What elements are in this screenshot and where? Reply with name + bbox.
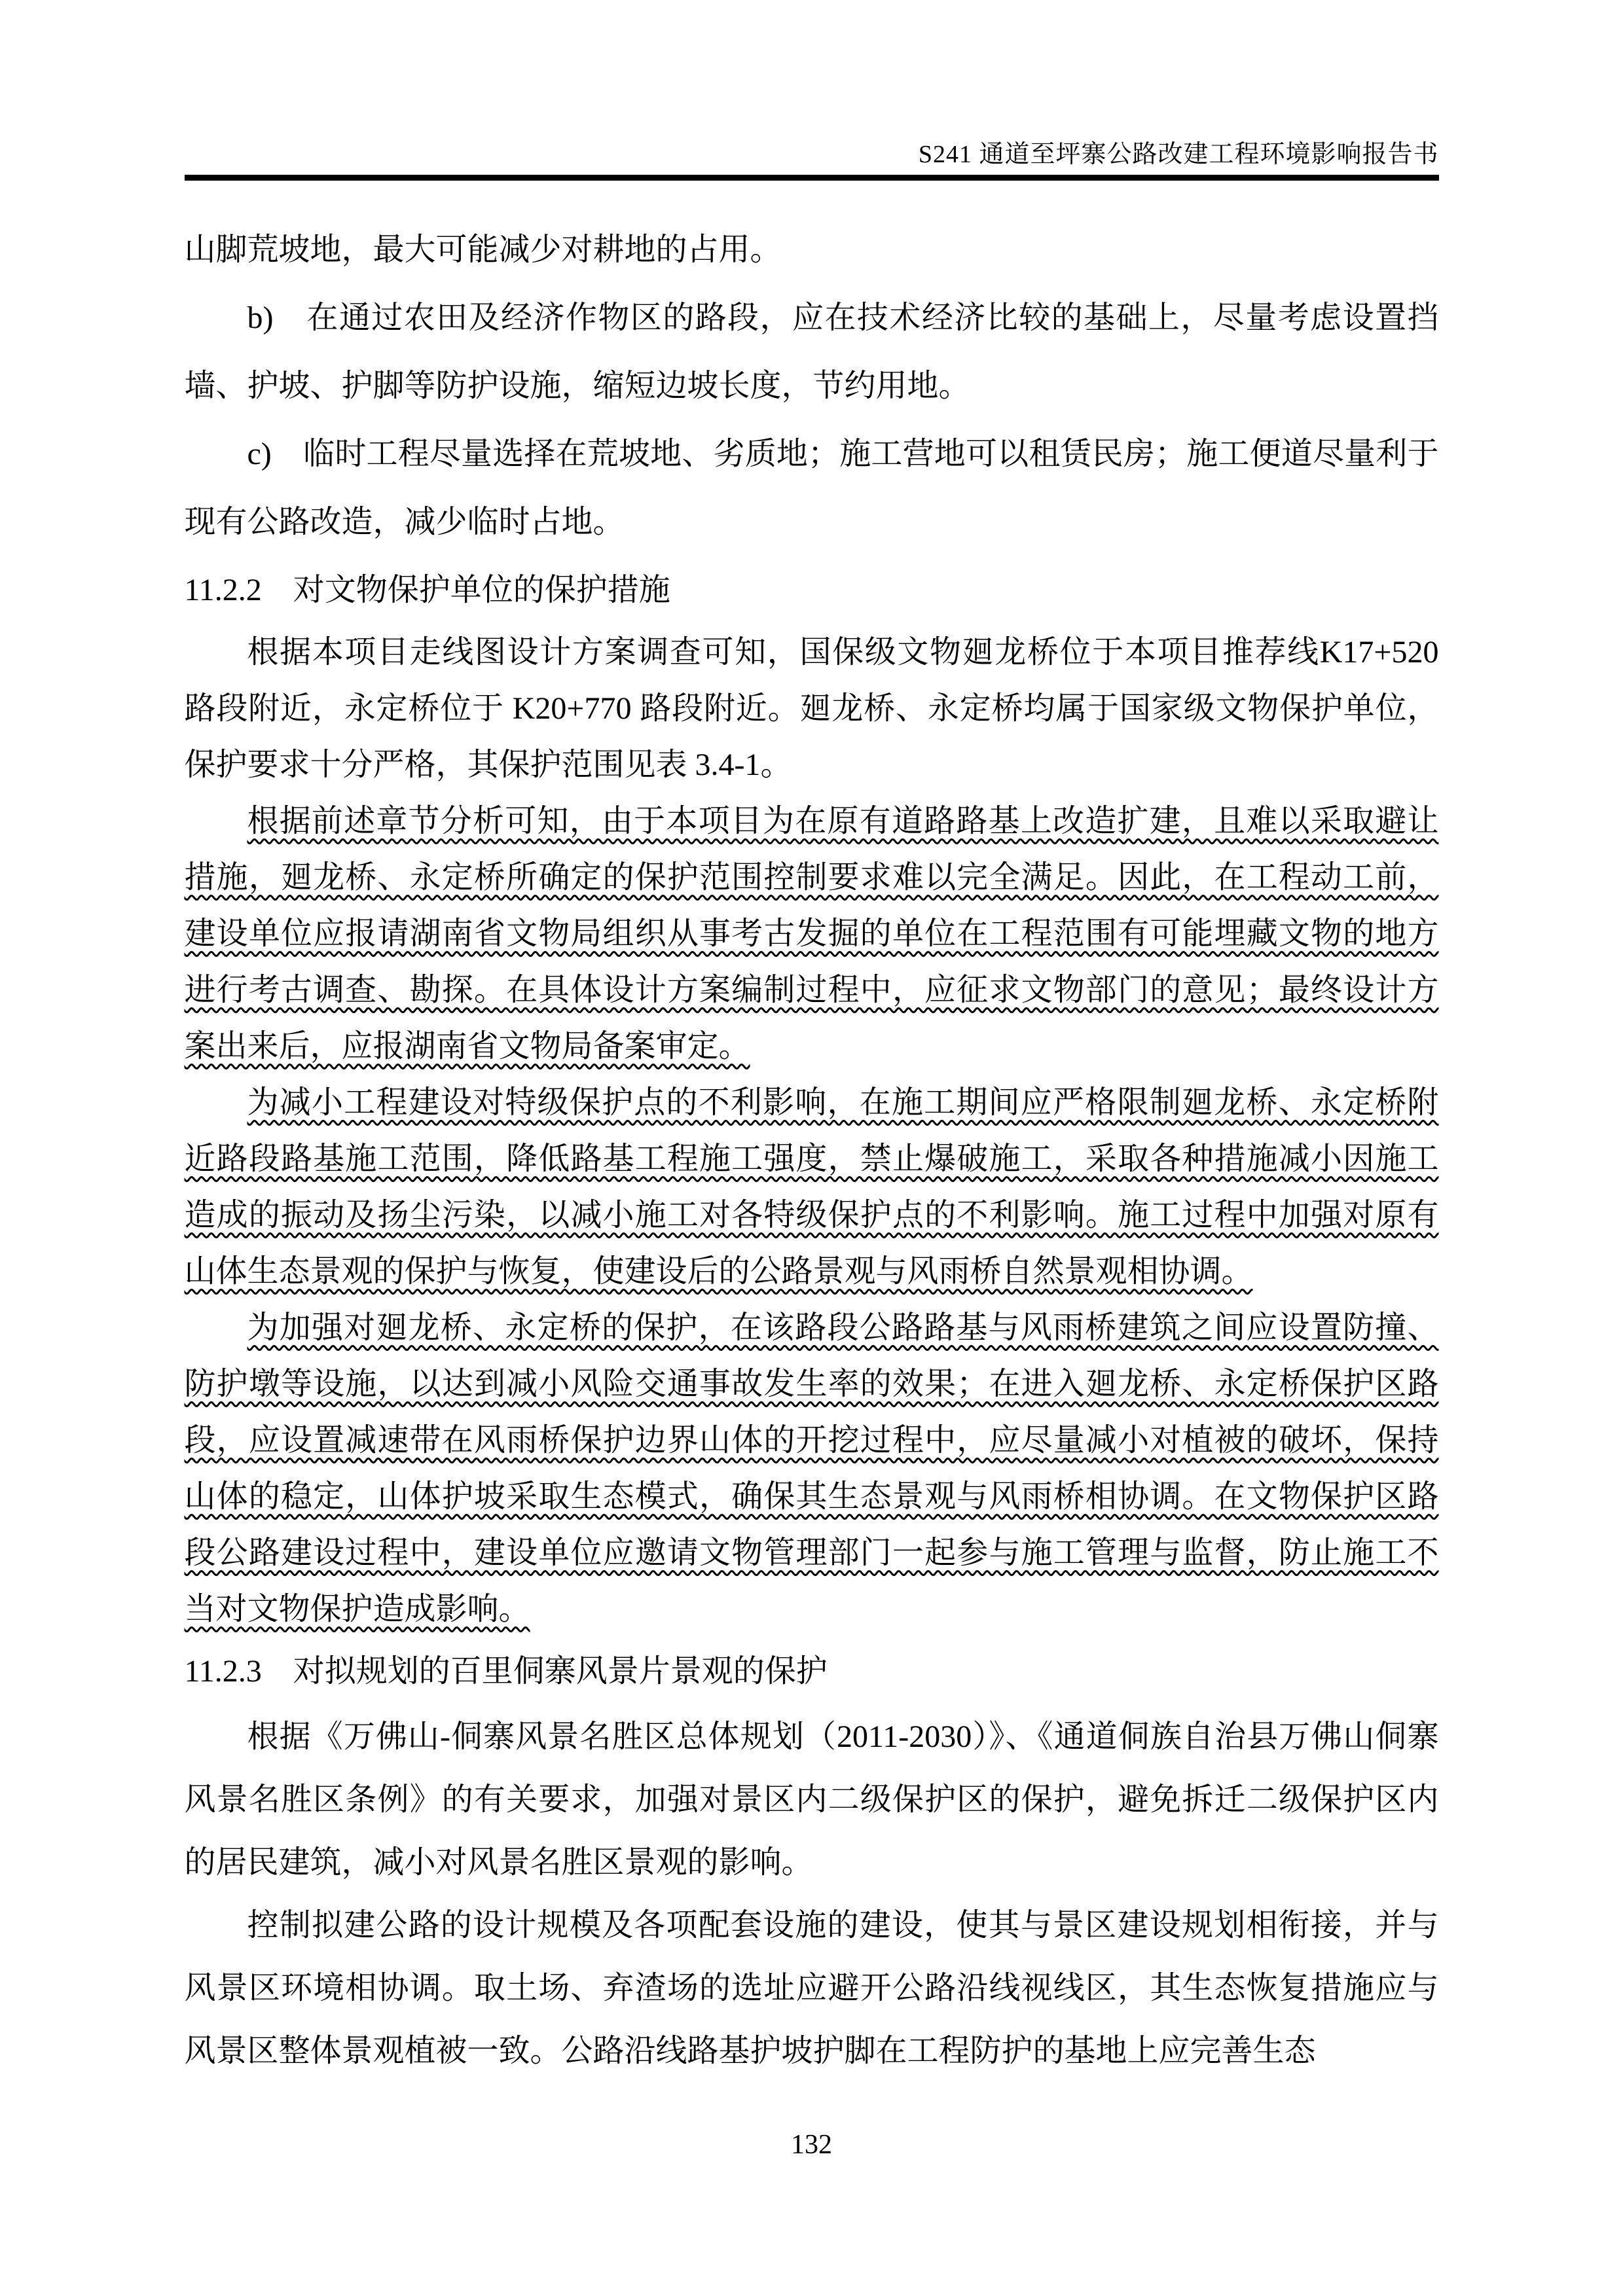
paragraph-continuation: 山脚荒坡地，最大可能减少对耕地的占用。: [184, 232, 782, 267]
section-heading-11-2-3: 11.2.3 对拟规划的百里侗寨风景片景观的保护: [184, 1654, 828, 1689]
paragraph-wavy-underlined: 为加强对廻龙桥、永定桥的保护，在该路段公路路基与风雨桥建筑之间应设置防撞、防护墩等设施，以达到减小风险交通事故发生率的效果；在进入廻龙桥、永定桥保护区路段，应设置减速带在风雨桥保护边界山体的开挖过程中，应尽量减小对植被的破坏，保持山体的稳定，山体护坡采取生态模式，确保其生态景观与风雨桥相协调。在文物保护区路段公路建设过程中，建设单位应邀请文物管理部门一起参与施工管理与监督，防止施工不当对文物保护造成影响。: [184, 1310, 1439, 1626]
paragraph: 控制拟建公路的设计规模及各项配套设施的建设，使其与景区建设规划相衔接，并与风景区环境相协调。取土场、弃渣场的选址应避开公路沿线视线区，其生态恢复措施应与风景区整体景观植被一致。公路沿线路基护坡护脚在工程防护的基地上应完善生态: [184, 1908, 1439, 2068]
paragraph: 根据《万佛山-侗寨风景名胜区总体规划（2011-2030）》、《通道侗族自治县万佛山侗寨风景名胜区条例》的有关要求，加强对景区内二级保护区的保护，避免拆迁二级保护区内的居民建筑，减小对风景名胜区景观的影响。: [184, 1719, 1439, 1880]
paragraph-wavy-underlined: 为减小工程建设对特级保护点的不利影响，在施工期间应严格限制廻龙桥、永定桥附近路段路基施工范围，降低路基工程施工强度，禁止爆破施工，采取各种措施减小因施工造成的振动及扬尘污染，以减小施工对各特级保护点的不利影响。施工过程中加强对原有山体生态景观的保护与恢复，使建设后的公路景观与风雨桥自然景观相协调。: [184, 1085, 1439, 1289]
page-number: 132: [791, 2130, 832, 2160]
page-header: [185, 139, 1439, 181]
section-heading-11-2-2: 11.2.2 对文物保护单位的保护措施: [184, 573, 670, 607]
page-footer: [0, 2128, 1623, 2161]
paragraph-list-item-c: c) 临时工程尽量选择在荒坡地、劣质地；施工营地可以租赁民房；施工便道尽量利于现有公路改造，减少临时占地。: [184, 437, 1439, 539]
paragraph-list-item-b: b) 在通过农田及经济作物区的路段，应在技术经济比较的基础上，尽量考虑设置挡墙、护坡、护脚等防护设施，缩短边坡长度，节约用地。: [184, 300, 1439, 403]
header-title: S241 通道至坪寨公路改建工程环境影响报告书: [918, 141, 1439, 168]
paragraph: 根据本项目走线图设计方案调查可知，国保级文物廻龙桥位于本项目推荐线K17+520 路段附近，永定桥位于 K20+770 路段附近。廻龙桥、永定桥均属于国家级文物保护单位，保护要求十分严格，其保护范围见表 3.4-1。: [184, 635, 1447, 782]
document-body: [184, 216, 1447, 2083]
paragraph-wavy-underlined: 根据前述章节分析可知，由于本项目为在原有道路路基上改造扩建，且难以采取避让措施，廻龙桥、永定桥所确定的保护范围控制要求难以完全满足。因此，在工程动工前，建设单位应报请湖南省文物局组织从事考古发掘的单位在工程范围有可能埋藏文物的地方进行考古调查、勘探。在具体设计方案编制过程中，应征求文物部门的意见；最终设计方案出来后，应报湖南省文物局备案审定。: [184, 804, 1439, 1064]
